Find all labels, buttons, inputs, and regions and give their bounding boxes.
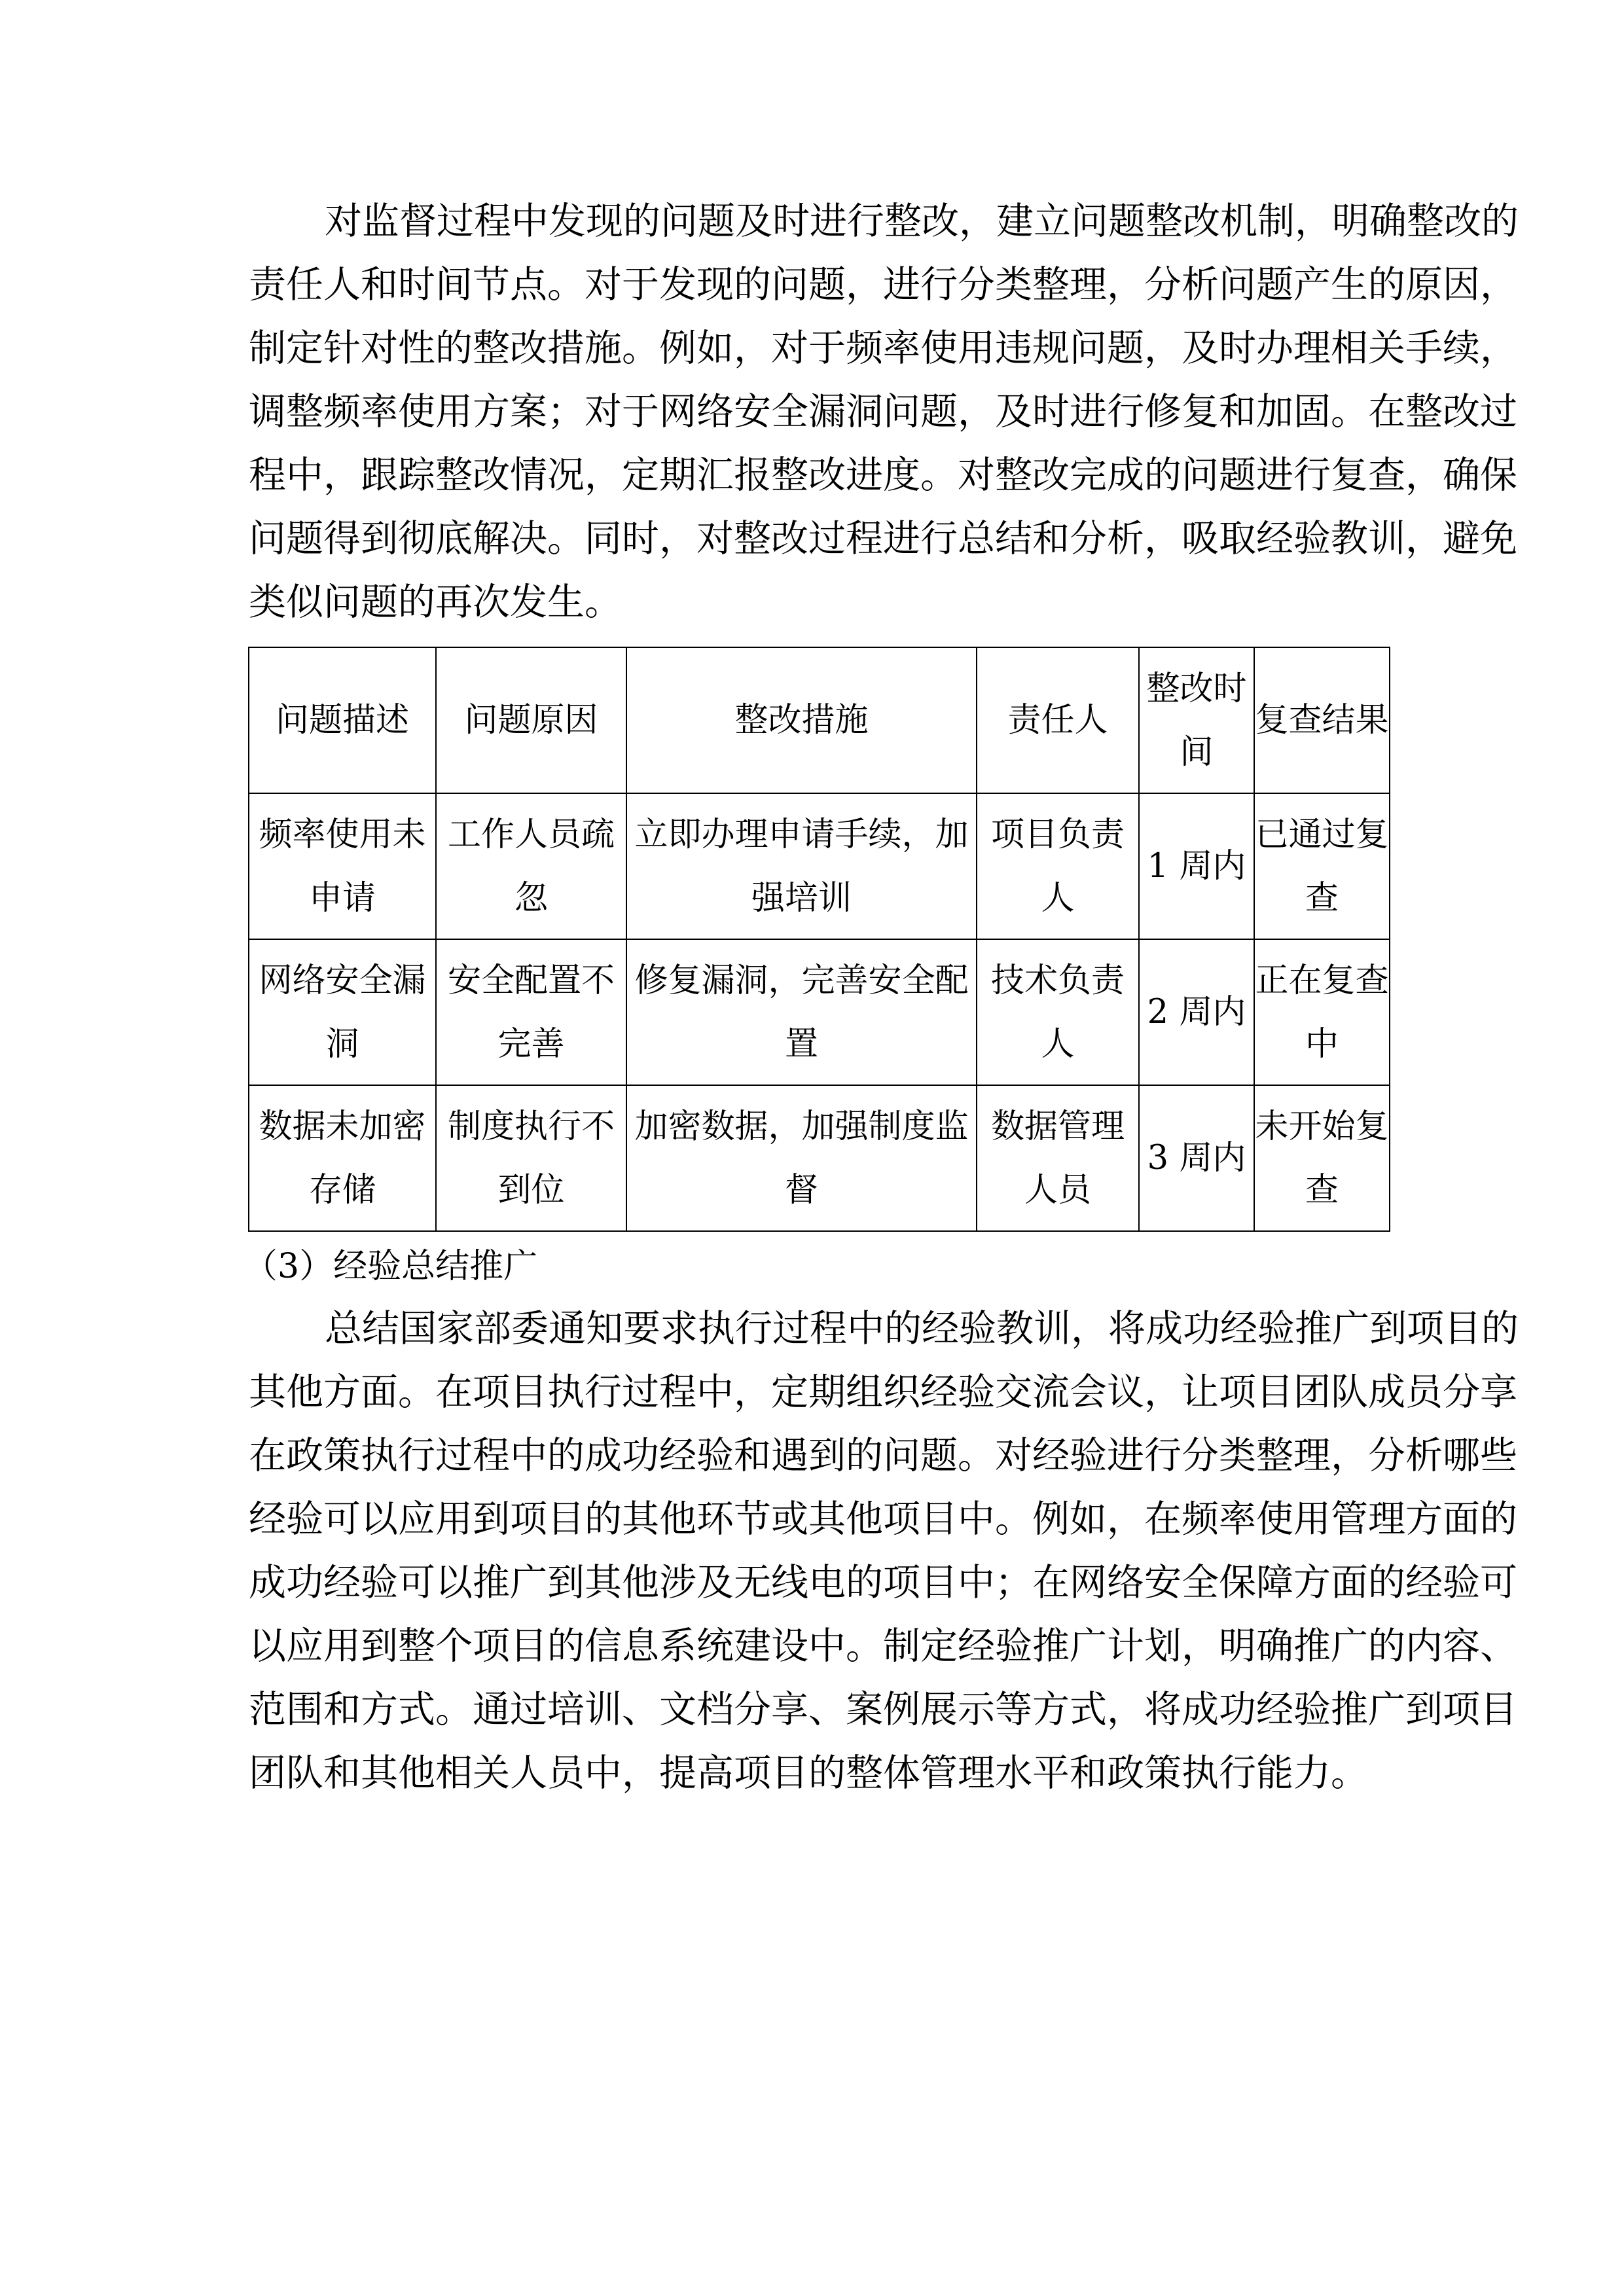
- table-cell: 安全配置不完善: [436, 939, 626, 1085]
- text-line: 类似问题的再次发生。: [249, 581, 622, 624]
- table-row: [249, 1085, 1390, 1231]
- table-row: [249, 793, 1390, 939]
- text-line: 范围和方式。通过培训、文档分享、案例展示等方式，将成功经验推广到项目: [249, 1688, 1517, 1731]
- header-cell: 整改措施: [626, 647, 977, 793]
- header-cell: 复查结果: [1254, 647, 1390, 793]
- paragraph-experience: [249, 1297, 1519, 1805]
- text-line: 在政策执行过程中的成功经验和遇到的问题。对经验进行分类整理，分析哪些: [249, 1434, 1517, 1477]
- text-line: 总结国家部委通知要求执行过程中的经验教训，将成功经验推广到项目的: [325, 1307, 1519, 1350]
- table-cell: 数据未加密存储: [249, 1085, 436, 1231]
- text-line: 成功经验可以推广到其他涉及无线电的项目中；在网络安全保障方面的经验可: [249, 1561, 1517, 1604]
- table-row: [249, 939, 1390, 1085]
- rectification-table: [248, 647, 1390, 1232]
- text-line: 对监督过程中发现的问题及时进行整改，建立问题整改机制，明确整改的: [325, 200, 1519, 243]
- table-cell: 修复漏洞，完善安全配置: [626, 939, 977, 1085]
- table-cell: 正在复查中: [1254, 939, 1390, 1085]
- table-cell: 1 周内: [1139, 793, 1254, 939]
- header-cell: 整改时间: [1139, 647, 1254, 793]
- text-line: 以应用到整个项目的信息系统建设中。制定经验推广计划，明确推广的内容、: [249, 1624, 1517, 1668]
- paragraph-rectification: [249, 190, 1519, 634]
- table-cell: 已通过复查: [1254, 793, 1390, 939]
- text-line: 调整频率使用方案；对于网络安全漏洞问题，及时进行修复和加固。在整改过: [249, 390, 1517, 433]
- table-header-row: [249, 647, 1390, 793]
- table-cell: 项目负责人: [977, 793, 1139, 939]
- text-line: 问题得到彻底解决。同时，对整改过程进行总结和分析，吸取经验教训，避免: [249, 517, 1517, 560]
- table-cell: 3 周内: [1139, 1085, 1254, 1231]
- header-cell: 问题描述: [249, 647, 436, 793]
- text-line: 经验可以应用到项目的其他环节或其他项目中。例如，在频率使用管理方面的: [249, 1498, 1517, 1541]
- table-cell: 技术负责人: [977, 939, 1139, 1085]
- table-cell: 立即办理申请手续，加强培训: [626, 793, 977, 939]
- text-line: 其他方面。在项目执行过程中，定期组织经验交流会议，让项目团队成员分享: [249, 1371, 1517, 1414]
- table-cell: 数据管理人员: [977, 1085, 1139, 1231]
- table-cell: 频率使用未申请: [249, 793, 436, 939]
- table-cell: 加密数据，加强制度监督: [626, 1085, 977, 1231]
- table-cell: 工作人员疏忽: [436, 793, 626, 939]
- table-cell: 制度执行不到位: [436, 1085, 626, 1231]
- table-cell: 2 周内: [1139, 939, 1254, 1085]
- text-line: 制定针对性的整改措施。例如，对于频率使用违规问题，及时办理相关手续，: [249, 327, 1517, 370]
- header-cell: 责任人: [977, 647, 1139, 793]
- table-cell: 未开始复查: [1254, 1085, 1390, 1231]
- text-line: 责任人和时间节点。对于发现的问题，进行分类整理，分析问题产生的原因，: [249, 263, 1517, 306]
- section-heading: （3）经验总结推广: [244, 1247, 538, 1286]
- text-line: 团队和其他相关人员中，提高项目的整体管理水平和政策执行能力。: [249, 1751, 1368, 1795]
- text-line: 程中，跟踪整改情况，定期汇报整改进度。对整改完成的问题进行复查，确保: [249, 454, 1517, 497]
- header-cell: 问题原因: [436, 647, 626, 793]
- table-cell: 网络安全漏洞: [249, 939, 436, 1085]
